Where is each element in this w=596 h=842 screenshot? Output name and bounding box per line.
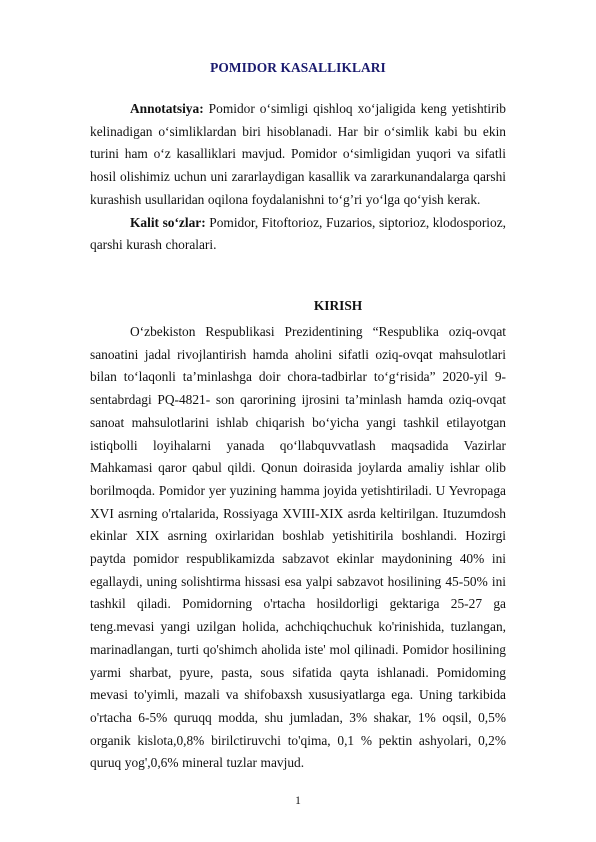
intro-heading: KIRISH	[313, 298, 363, 313]
keywords-text: Pomidor, Fitoftorioz, Fuzarios, siptorioz, klodosporioz, qarshi kurash choralari.	[90, 214, 506, 253]
annotation-section	[90, 98, 506, 257]
intro-section	[90, 321, 506, 775]
keywords-label: Kalit so‘zlar:	[130, 214, 206, 230]
document-title: POMIDOR KASALLIKLARI	[210, 60, 386, 75]
keywords-paragraph	[90, 212, 506, 257]
annotation-text: Pomidor o‘simligi qishloq xo‘jaligida keng yetishtirib kelinadigan o‘simliklardan biri hisoblanadi. Har bir o‘simlik kabi bu ekin turini ham o‘z kasalliklari mavjud. Pomidor o‘simligidan yuqori va sifatli hosil olishimiz uchun uni zararlaydigan kasallik va zararkunandalarga qarshi kurashish usullaridan oqilona foydalanishni to‘g’ri yo‘lga qo‘yish kerak.	[90, 101, 506, 207]
annotation-paragraph	[90, 98, 506, 212]
page-number: 1	[295, 795, 301, 807]
annotation-label: Annotatsiya:	[130, 101, 204, 116]
intro-paragraph: O‘zbekiston Respublikasi Prezidentining “Respublika oziq-ovqat sanoatini jadal rivojlantirish hamda aholini sifatli oziq-ovqat mahsulotlari bilan to‘laqonli ta’minlashga doir chora-tadbirlar to‘g‘risida” 2020-yil 9-sentabrdagi PQ-4821- son qarorining ijrosini ta’minlash hamda oziq-ovqat sanoat mahsulotlarini ishlab chiqarish bo‘yicha yangi tashkil etilayotgan istiqbolli loyihalarni yanada qo‘llabquvvatlash maqsadida Vazirlar Mahkamasi qaror qabul qildi. Qonun doirasida joylarda amaliy ishlar olib borilmoqda. Pomidor yer yuzining hamma joyida yetishtiriladi. U Yevropaga XVI asrning o'rtalarida, Rossiyaga XVIII-XIX asrda keltirilgan. Ituzumdosh ekinlar XIX asrning oxirlaridan boshlab yetishitirila boshlandi. Hozirgi paytda pomidor respublikamizda sabzavot ekinlar maydonining 40% ini egallaydi, uning solishtirma hissasi esa yalpi sabzavot hosilining 45-50% ini tashkil qiladi. Pomidorning o'rtacha hosildorligi gektariga 25-27 ga teng.mevasi yangi uzilgan holida, achchiqchuchuk ko'rinishida, tuzlangan, marinadlangan, turti qo'shimch aholida iste' mol qilinadi. Pomidor hosilining yarmi sharbat, pyure, pasta, sous sifatida qayta ishlanadi. Pomidoming mevasi to'yimli, mazali va shifobaxsh xususiyatlarga ega. Uning tarkibida o'rtacha 6-5% quruqq modda, shu jumladan, 3% shakar, 1% oqsil, 0,5% organik kislota,0,8% birilctiruvchi to'qima, 0,1 % pektin ashyolari, 0,2% quruq yog',0,6% mineral tuzlar mavjud.	[90, 324, 506, 771]
